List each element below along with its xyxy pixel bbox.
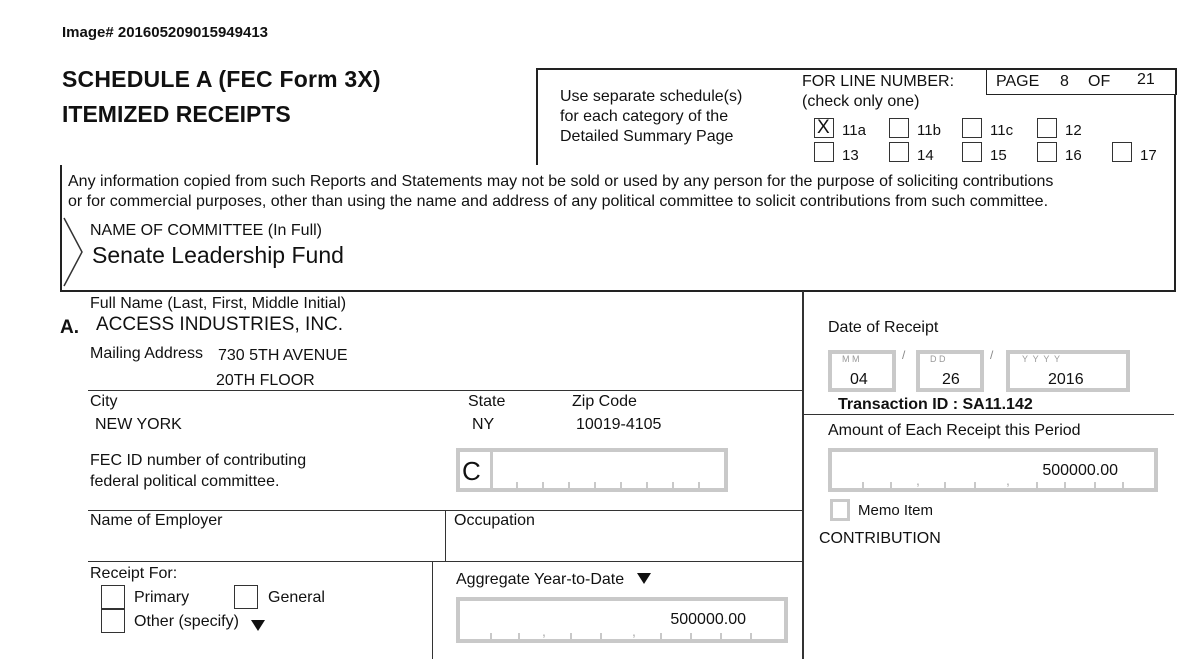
aggregate-label: Aggregate Year-to-Date	[456, 571, 625, 588]
address-line-1: 730 5TH AVENUE	[218, 347, 348, 364]
zip-value: 10019-4105	[576, 416, 662, 433]
primary-label: Primary	[134, 589, 190, 606]
address-line-2: 20TH FLOOR	[216, 372, 315, 389]
line-15-label: 15	[990, 147, 1007, 164]
notice-line-2: or for commercial purposes, other than using the name and address of any political committee to solicit contributions from such committee.	[68, 193, 1049, 210]
transaction-rule	[804, 414, 1174, 415]
line-11b-checkbox[interactable]	[889, 118, 909, 138]
checkmark-x-icon: X	[817, 117, 830, 138]
line-17-checkbox[interactable]	[1112, 142, 1132, 162]
schedule-title: SCHEDULE A (FEC Form 3X)	[62, 66, 381, 92]
line-11c-label: 11c	[990, 122, 1014, 139]
image-number: Image# 201605209015949413	[62, 24, 269, 41]
instruction-line-3: Detailed Summary Page	[560, 128, 734, 145]
state-value: NY	[472, 416, 495, 433]
line-11a-checkbox[interactable]	[814, 118, 834, 138]
fec-id-label-2: federal political committee.	[90, 473, 280, 490]
page-total: 21	[1137, 71, 1155, 88]
line-13-label: 13	[842, 147, 859, 164]
general-checkbox[interactable]	[234, 585, 258, 609]
state-label: State	[468, 393, 506, 410]
date-month-field[interactable]: M M 04	[828, 350, 896, 392]
notice-line-1: Any information copied from such Reports and Statements may not be sold or used by any person for the purpose of soliciting contributions	[68, 173, 1054, 190]
date-year: 2016	[1048, 371, 1084, 388]
line-12-label: 12	[1065, 122, 1082, 139]
page-current: 8	[1060, 73, 1069, 90]
full-name-label: Full Name (Last, First, Middle Initial)	[90, 295, 347, 312]
date-day: 26	[942, 371, 960, 388]
fec-id-field[interactable]	[456, 448, 728, 492]
entry-letter: A.	[60, 317, 79, 338]
receipt-for-label: Receipt For:	[90, 565, 178, 582]
employer-label: Name of Employer	[90, 512, 223, 529]
other-label: Other (specify)	[134, 613, 239, 630]
other-checkbox[interactable]	[101, 609, 125, 633]
aggregate-field[interactable]: 500000.00 , ,	[456, 597, 788, 643]
aggregate-value: 500000.00	[670, 611, 746, 628]
employer-rule	[88, 561, 802, 562]
line-15-checkbox[interactable]	[962, 142, 982, 162]
fec-id-prefix: C	[462, 456, 481, 486]
instruction-line-1: Use separate schedule(s)	[560, 88, 743, 105]
zip-label: Zip Code	[572, 393, 637, 410]
page-label: PAGE	[996, 73, 1040, 90]
employer-occupation-divider	[445, 510, 446, 562]
section-divider	[802, 291, 804, 659]
address-rule	[88, 390, 802, 391]
line-14-label: 14	[917, 147, 934, 164]
amount-field[interactable]: 500000.00 , ,	[828, 448, 1158, 492]
occupation-label: Occupation	[454, 512, 535, 529]
instruction-line-2: for each category of the	[560, 108, 729, 125]
amount-label: Amount of Each Receipt this Period	[828, 422, 1081, 439]
line-16-label: 16	[1065, 147, 1082, 164]
committee-label: NAME OF COMMITTEE (In Full)	[90, 222, 322, 239]
city-label: City	[90, 393, 118, 410]
date-day-field[interactable]: D D 26	[916, 350, 984, 392]
line-13-checkbox[interactable]	[814, 142, 834, 162]
line-12-checkbox[interactable]	[1037, 118, 1057, 138]
amount-value: 500000.00	[1042, 462, 1118, 479]
line-14-checkbox[interactable]	[889, 142, 909, 162]
date-year-field[interactable]: Y Y Y Y 2016	[1006, 350, 1130, 392]
committee-arrow-icon	[62, 216, 86, 288]
city-value: NEW YORK	[95, 416, 182, 433]
line-16-checkbox[interactable]	[1037, 142, 1057, 162]
mailing-address-label: Mailing Address	[90, 345, 203, 362]
triangle-down-icon	[251, 620, 265, 632]
line-11c-checkbox[interactable]	[962, 118, 982, 138]
receipt-description: CONTRIBUTION	[819, 530, 941, 547]
triangle-down-icon	[637, 573, 651, 585]
memo-item-label: Memo Item	[858, 502, 934, 519]
for-line-label: FOR LINE NUMBER:	[802, 73, 955, 90]
contributor-name: ACCESS INDUSTRIES, INC.	[96, 314, 344, 335]
memo-item-checkbox[interactable]	[830, 499, 850, 521]
general-label: General	[268, 589, 325, 606]
page-of-label: OF	[1088, 73, 1111, 90]
fec-id-label-1: FEC ID number of contributing	[90, 452, 307, 469]
schedule-subtitle: ITEMIZED RECEIPTS	[62, 101, 291, 127]
primary-checkbox[interactable]	[101, 585, 125, 609]
transaction-id: Transaction ID : SA11.142	[838, 396, 1033, 413]
committee-name: Senate Leadership Fund	[92, 242, 344, 268]
line-11b-label: 11b	[917, 122, 941, 139]
line-17-label: 17	[1140, 147, 1157, 164]
date-label: Date of Receipt	[828, 319, 939, 336]
line-11a-label: 11a	[842, 122, 866, 139]
date-month: 04	[850, 371, 868, 388]
check-only-label: (check only one)	[802, 93, 920, 110]
receipt-aggregate-divider	[432, 561, 433, 659]
